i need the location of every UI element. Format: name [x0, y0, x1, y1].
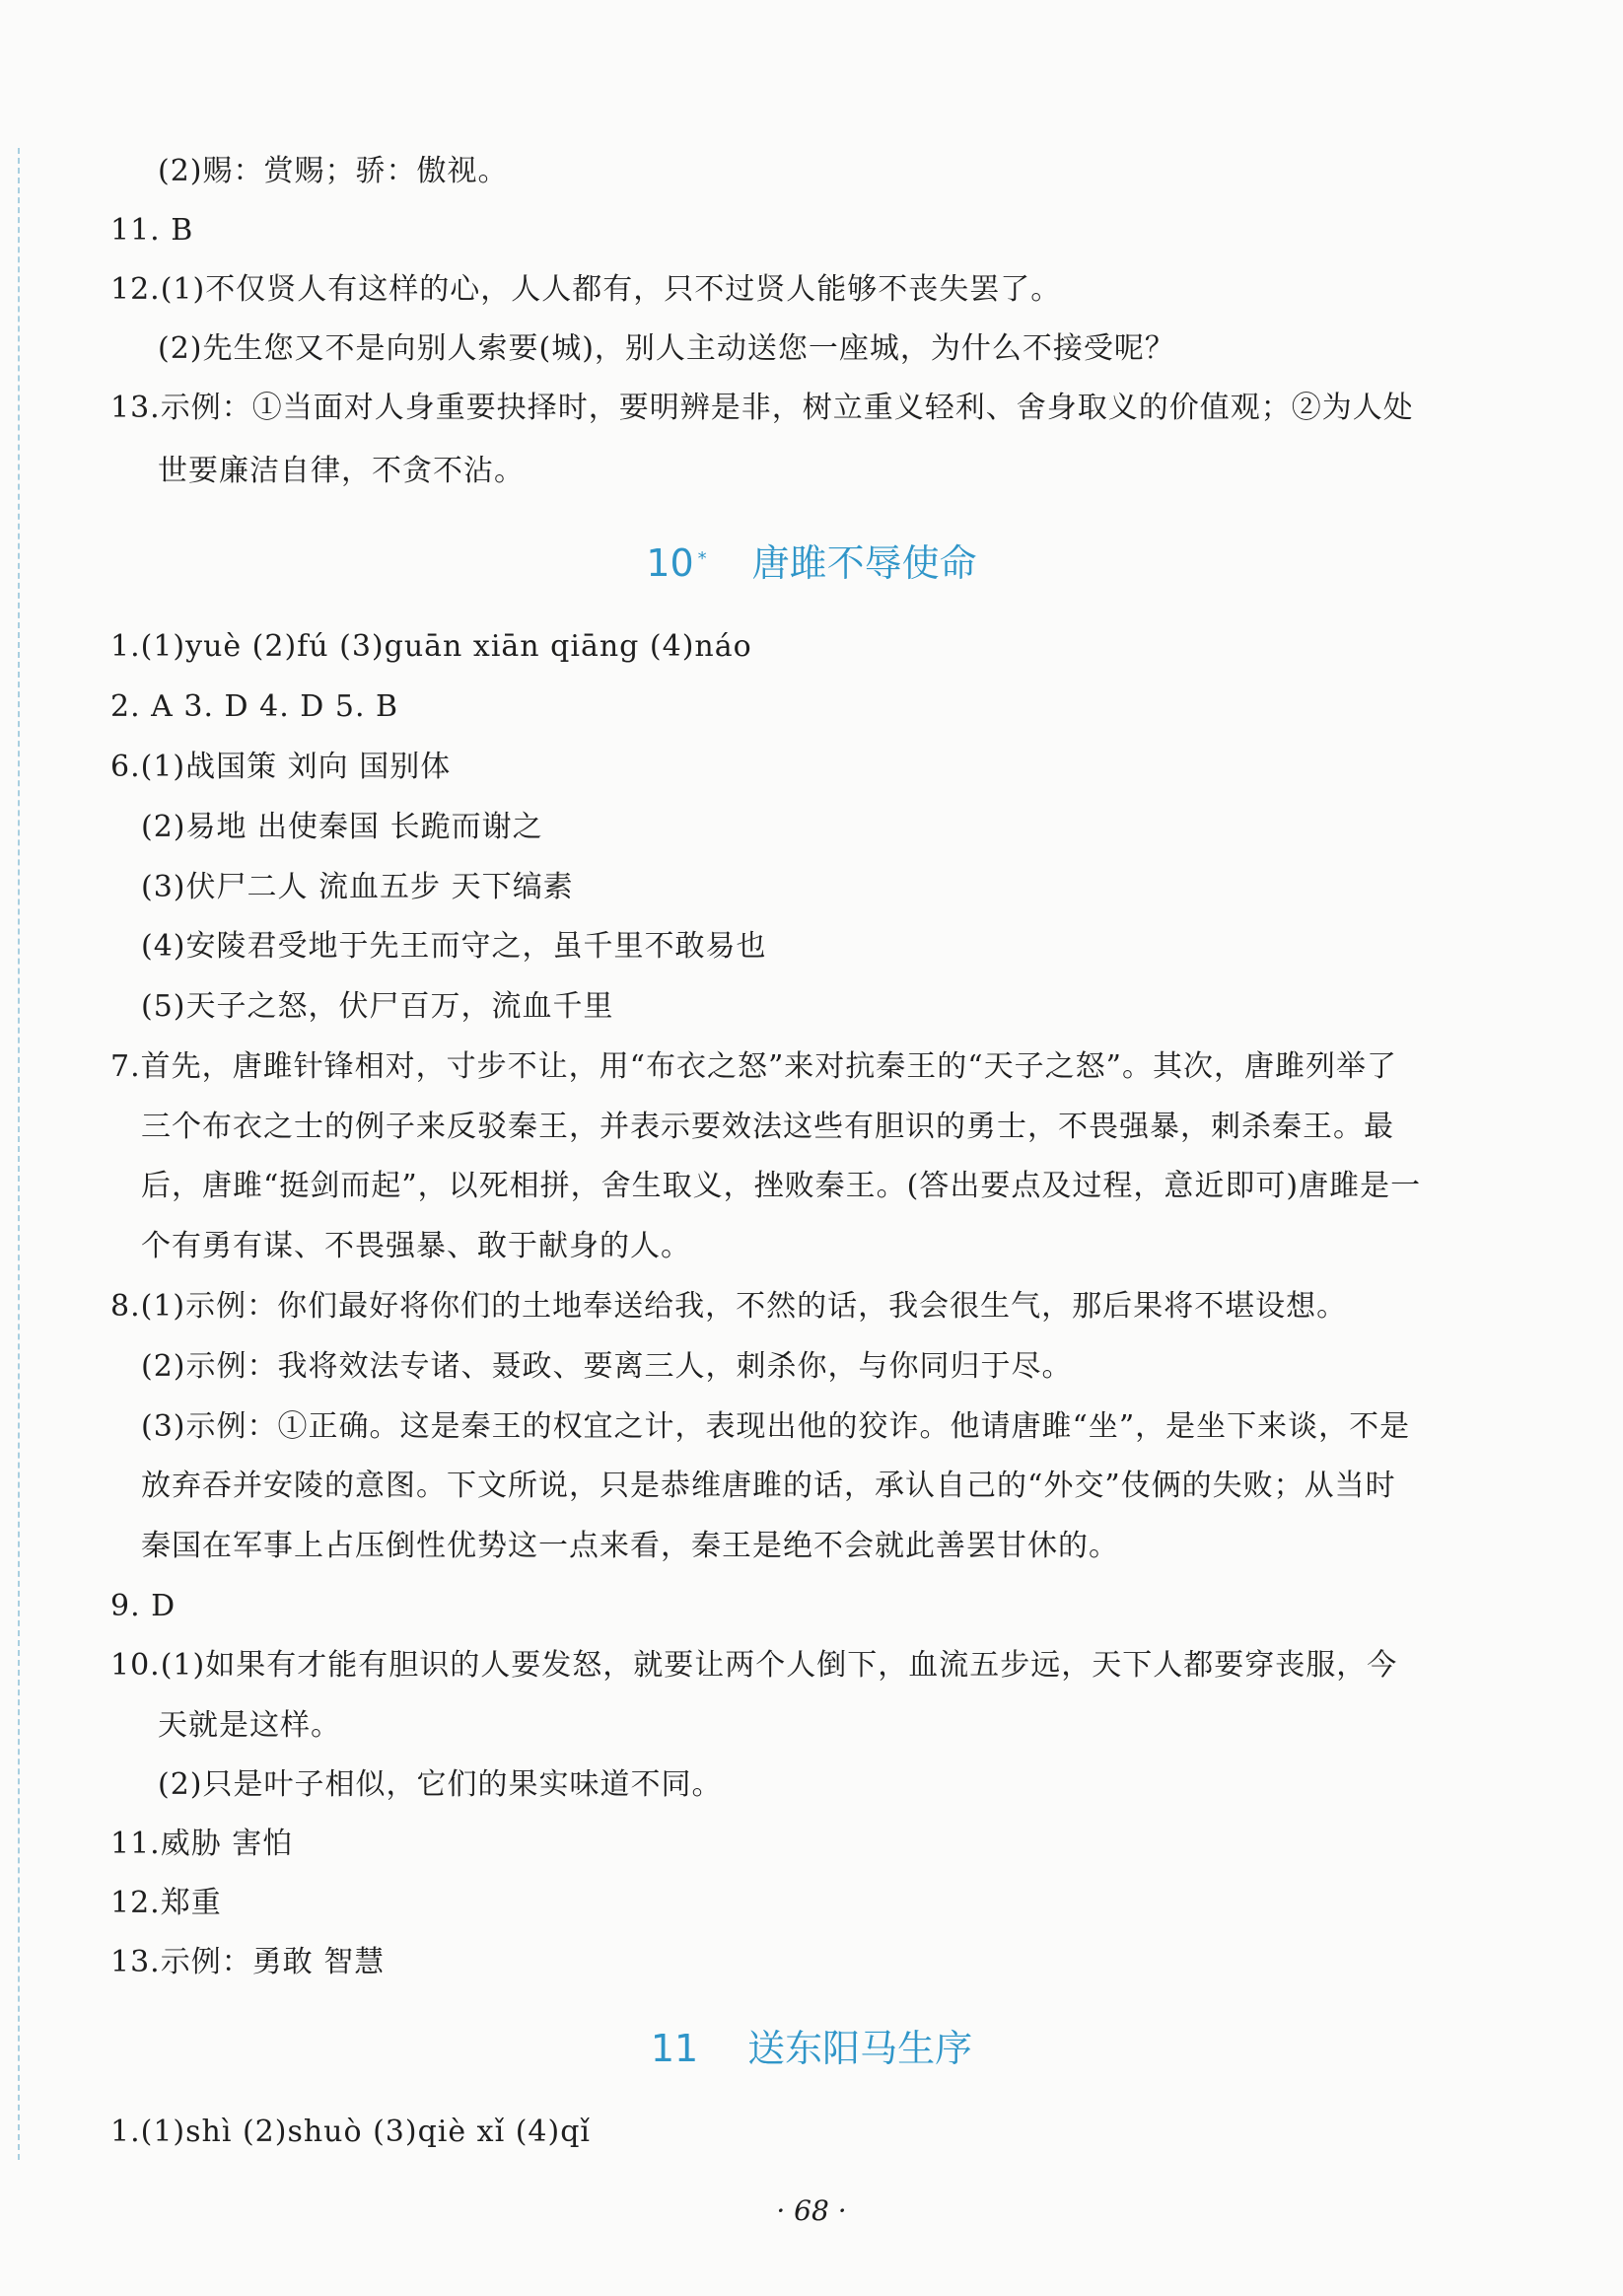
answer-line: (2)易地 出使秦国 长跪而谢之	[141, 810, 543, 844]
answer-line: (2)赐：赏赐；骄：傲视。	[158, 154, 509, 188]
answer-line: 2. A 3. D 4. D 5. B	[110, 689, 399, 724]
answer-line: 6.(1)战国策 刘向 国别体	[110, 750, 452, 784]
answer-line: 11.威胁 害怕	[110, 1827, 294, 1861]
answer-line: (5)天子之怒，伏尸百万，流血千里	[141, 989, 614, 1024]
answer-line: (3)示例：①正确。这是秦王的权宜之计，表现出他的狡诈。他请唐雎“坐”，是坐下来谈，不是	[141, 1409, 1411, 1444]
answer-line: 1.(1)yuè (2)fú (3)guān xiān qiāng (4)náo	[110, 629, 752, 664]
answer-line: 9. D	[110, 1589, 176, 1623]
answer-line: (2)只是叶子相似，它们的果实味道不同。	[158, 1767, 723, 1802]
lesson-title: 唐雎不辱使命	[751, 541, 977, 585]
answer-line: 三个布衣之士的例子来反驳秦王，并表示要效法这些有胆识的勇士，不畏强暴，刺杀秦王。最	[141, 1110, 1394, 1144]
answer-line: 13.示例：①当面对人身重要抉择时，要明辨是非，树立重义轻利、舍身取义的价值观；②为人处	[110, 391, 1414, 425]
answer-line: 秦国在军事上占压倒性优势这一点来看，秦王是绝不会就此善罢甘休的。	[141, 1529, 1119, 1563]
answer-line: (2)先生您又不是向别人索要(城)，别人主动送您一座城，为什么不接受呢？	[158, 331, 1175, 366]
binding-dashed-line	[18, 148, 20, 2160]
answer-line: 11. B	[110, 213, 194, 248]
answer-line: 12.(1)不仅贤人有这样的心，人人都有，只不过贤人能够不丧失罢了。	[110, 272, 1062, 307]
answer-line: 天就是这样。	[158, 1708, 341, 1743]
answer-line: 8.(1)示例：你们最好将你们的土地奉送给我，不然的话，我会很生气，那后果将不堪设想。	[110, 1289, 1348, 1324]
answer-line: (4)安陵君受地于先王而守之，虽千里不敢易也	[141, 929, 767, 964]
lesson-number: 11	[650, 2027, 699, 2070]
lesson-heading-10	[0, 538, 1623, 588]
optional-mark: *	[697, 548, 707, 569]
lesson-heading-11	[0, 2024, 1623, 2073]
answer-line: 后，唐雎“挺剑而起”，以死相拼，舍生取义，挫败秦王。(答出要点及过程，意近即可)唐雎是一	[141, 1169, 1422, 1203]
lesson-title: 送东阳马生序	[747, 2027, 973, 2070]
answer-line: 1.(1)shì (2)shuò (3)qiè xǐ (4)qǐ	[110, 2115, 592, 2149]
page-number: · 68 ·	[776, 2194, 847, 2227]
answer-line: 7.首先，唐雎针锋相对，寸步不让，用“布衣之怒”来对抗秦王的“天子之怒”。其次，唐雎列举了	[110, 1049, 1397, 1084]
answer-line: 世要廉洁自律，不贪不沾。	[158, 454, 525, 488]
answer-line: 13.示例：勇敢 智慧	[110, 1945, 386, 1979]
answer-line: 12.郑重	[110, 1886, 222, 1920]
answer-line: 10.(1)如果有才能有胆识的人要发怒，就要让两个人倒下，血流五步远，天下人都要穿丧服，今	[110, 1648, 1398, 1683]
answer-line: 个有勇有谋、不畏强暴、敢于献身的人。	[141, 1229, 691, 1263]
answer-line: (3)伏尸二人 流血五步 天下缟素	[141, 870, 574, 904]
lesson-number: 10	[646, 541, 694, 585]
answer-line: (2)示例：我将效法专诸、聂政、要离三人，刺杀你，与你同归于尽。	[141, 1349, 1073, 1384]
answer-line: 放弃吞并安陵的意图。下文所说，只是恭维唐雎的话，承认自己的“外交”伎俩的失败；从当时	[141, 1469, 1396, 1503]
